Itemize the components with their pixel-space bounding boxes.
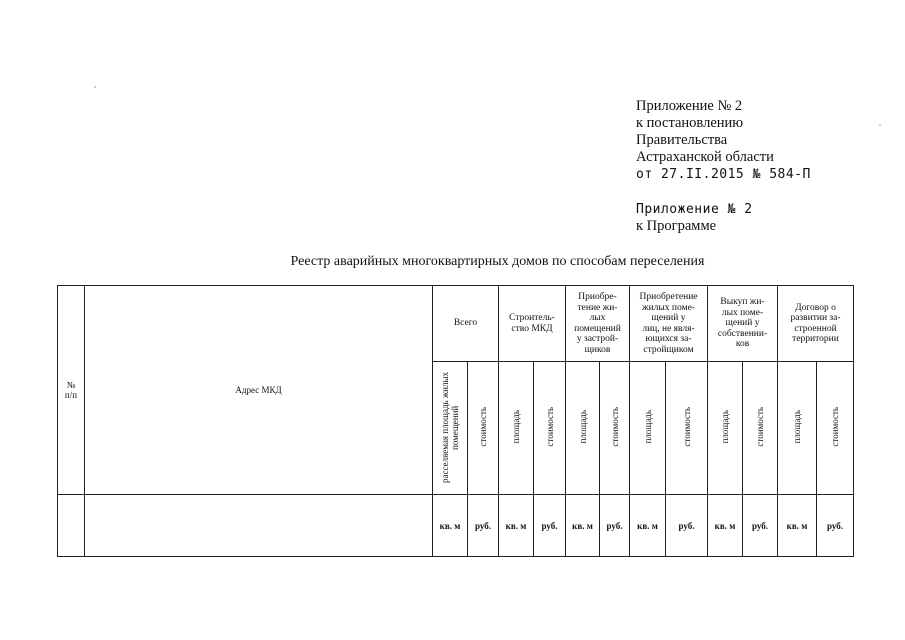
subheader-cell: стоимость (468, 362, 499, 495)
appendix-line: Правительства (636, 132, 728, 148)
decree-date-line: от 27.II.2015 № 584-П (636, 167, 811, 182)
scan-speck (879, 124, 881, 126)
number-cell (58, 495, 85, 557)
group-header-developer-purchase: Приобре- тение жи- лых помещений у застрой- щиков (566, 286, 630, 362)
appendix-line: Приложение № 2 (636, 202, 753, 217)
appendix-header (636, 98, 811, 183)
address-cell (85, 495, 433, 557)
subheader-cell: стоимость (600, 362, 630, 495)
subheader-cell: площадь (708, 362, 743, 495)
subheader-cell: расселяемая площадь жилых помещений (433, 362, 468, 495)
group-header-non-developer-purchase: Приобретение жилых поме- щений у лиц, не явля- ющихся за- стройщиком (630, 286, 708, 362)
unit-cell: кв. м (566, 495, 600, 557)
scan-speck (94, 86, 96, 88)
group-header-construction: Строитель- ство МКД (499, 286, 566, 362)
subheader-cell: площадь (566, 362, 600, 495)
unit-cell: кв. м (778, 495, 817, 557)
unit-cell: кв. м (433, 495, 468, 557)
subheader-cell: площадь (499, 362, 534, 495)
subheader-cell: стоимость (534, 362, 566, 495)
document-title: Реестр аварийных многоквартирных домов по способам переселения (290, 254, 705, 269)
program-appendix-header (636, 201, 753, 235)
unit-cell: кв. м (499, 495, 534, 557)
unit-cell: руб. (468, 495, 499, 557)
column-address-header: Адрес МКД (85, 286, 433, 495)
appendix-line: к постановлению (636, 115, 744, 131)
table-row (58, 495, 854, 557)
appendix-line: Астраханской области (636, 149, 774, 165)
subheader-cell: площадь (778, 362, 817, 495)
subheader-cell: стоимость (666, 362, 708, 495)
appendix-line: Приложение № 2 (636, 98, 743, 114)
unit-cell: руб. (743, 495, 778, 557)
registry-table (57, 285, 854, 557)
unit-cell: кв. м (708, 495, 743, 557)
subheader-cell: стоимость (743, 362, 778, 495)
unit-cell: руб. (666, 495, 708, 557)
subheader-cell: площадь (630, 362, 666, 495)
unit-cell: руб. (534, 495, 566, 557)
column-number-header: № п/п (58, 286, 85, 495)
unit-cell: руб. (817, 495, 854, 557)
group-header-territory-development: Договор о развитии за- строенной территории (778, 286, 854, 362)
group-header-owner-buyout: Выкуп жи- лых поме- щений у собственни- ков (708, 286, 778, 362)
appendix-line: к Программе (636, 218, 717, 234)
group-header-total: Всего (433, 286, 499, 362)
unit-cell: кв. м (630, 495, 666, 557)
unit-cell: руб. (600, 495, 630, 557)
subheader-cell: стоимость (817, 362, 854, 495)
